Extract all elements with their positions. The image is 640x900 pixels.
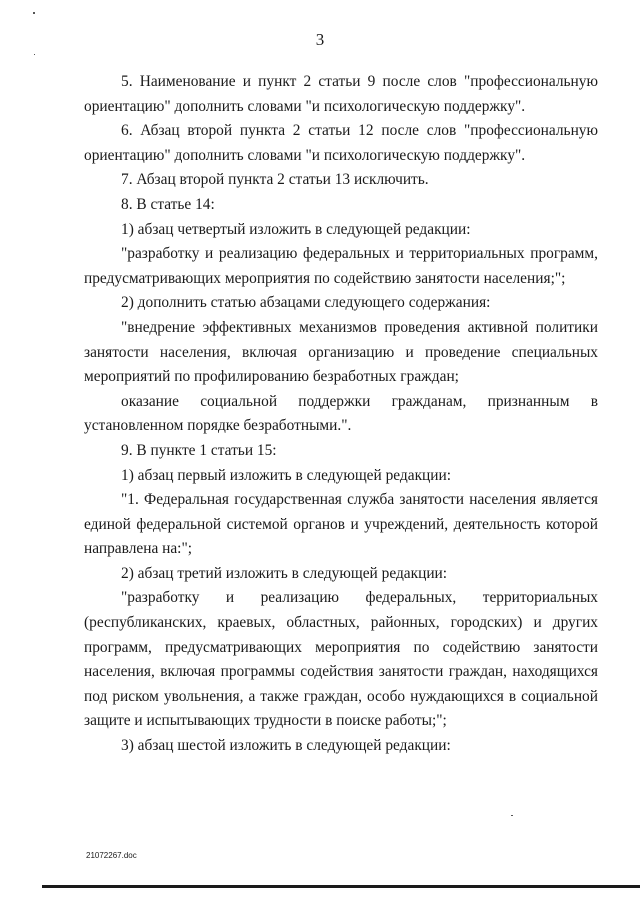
paragraph-14: "разработку и реализацию федеральных, территориальных (республиканских, краевых, областных, районных, городских) и других программ, предусматривающих мероприятия по содействию занятости населения, включая программы содействия занятости граждан, находящихся под риском увольнения, а также граждан, особо нуждающихся в социальной защите и испытывающих трудности в поиске работы;"; bbox=[84, 589, 598, 730]
paragraph-10: 9. В пункте 1 статьи 15: bbox=[121, 441, 277, 459]
document-body bbox=[84, 70, 598, 759]
paragraph-5: 1) абзац четвертый изложить в следующей редакции: bbox=[121, 220, 471, 238]
paragraph-13: 2) абзац третий изложить в следующей редакции: bbox=[121, 564, 448, 582]
paragraph-15: 3) абзац шестой изложить в следующей редакции: bbox=[121, 737, 451, 755]
paragraph-2: 6. Абзац второй пункта 2 статьи 12 после слов "профессиональную ориентацию" дополнить словами "и психологическую поддержку". bbox=[84, 122, 598, 164]
footer-divider bbox=[42, 885, 640, 888]
footer-file-code: 21072267.doc bbox=[86, 851, 137, 860]
page-number: 3 bbox=[315, 30, 325, 49]
scan-speck bbox=[511, 815, 513, 816]
scan-speck bbox=[33, 12, 35, 14]
paragraph-7: 2) дополнить статью абзацами следующего содержания: bbox=[121, 294, 491, 312]
paragraph-11: 1) абзац первый изложить в следующей редакции: bbox=[121, 466, 452, 484]
paragraph-1: 5. Наименование и пункт 2 статьи 9 после слов "профессиональную ориентацию" дополнить словами "и психологическую поддержку". bbox=[84, 73, 598, 115]
paragraph-12: "1. Федеральная государственная служба занятости населения является единой федеральной системой органов и учреждений, деятельность которой направлена на:"; bbox=[84, 491, 598, 558]
paragraph-8: "внедрение эффективных механизмов проведения активной политики занятости населения, включая организацию и проведение специальных мероприятий по профилированию безработных граждан; bbox=[84, 318, 598, 386]
paragraph-4: 8. В статье 14: bbox=[121, 195, 215, 213]
paragraph-6: "разработку и реализацию федеральных и территориальных программ, предусматривающих мероприятия по содействию занятости населения;"; bbox=[84, 245, 598, 287]
paragraph-3: 7. Абзац второй пункта 2 статьи 13 исключить. bbox=[121, 171, 429, 189]
scan-speck bbox=[34, 54, 35, 55]
paragraph-9: оказание социальной поддержки гражданам, признанным в установленном порядке безработными.". bbox=[84, 392, 598, 435]
